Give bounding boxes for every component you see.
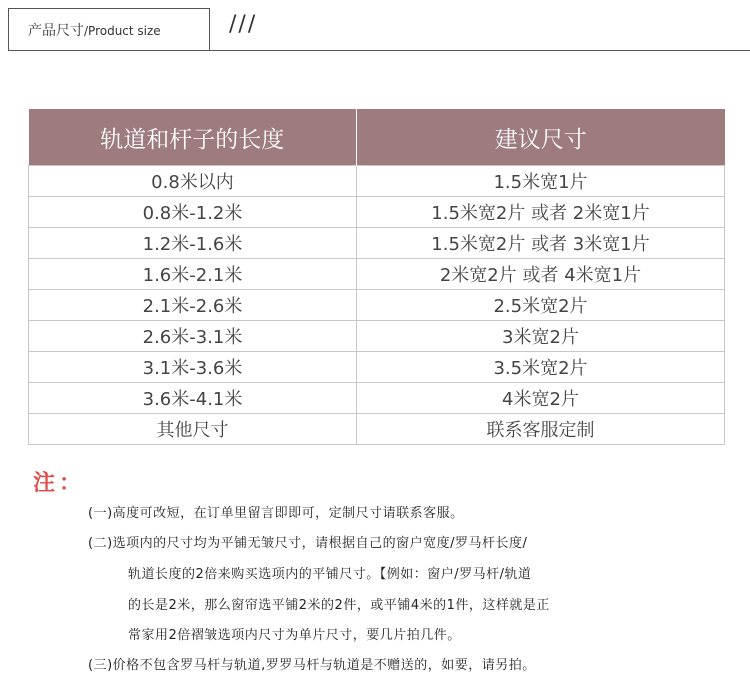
table-row	[29, 414, 725, 445]
section-title-en: /Product size	[84, 24, 161, 38]
table-header-row	[29, 109, 725, 166]
note-line-6: (三)价格不包含罗马杆与轨道,罗罗马杆与轨道是不赠送的，如要，请另拍。	[88, 658, 536, 673]
section-title	[28, 20, 161, 40]
table-row	[29, 321, 725, 352]
length-cell: 0.8米以内	[29, 166, 357, 197]
size-cell: 2.5米宽2片	[357, 290, 725, 321]
length-cell: 0.8米-1.2米	[29, 197, 357, 228]
decorative-slashes: ///	[229, 12, 258, 37]
notes-title: 注：	[33, 471, 86, 496]
size-cell: 4米宽2片	[357, 383, 725, 414]
size-cell: 1.5米宽2片 或者 3米宽1片	[357, 228, 725, 259]
header-suggested-size: 建议尺寸	[357, 109, 725, 166]
size-cell: 2米宽2片 或者 4米宽1片	[357, 259, 725, 290]
note-line-3: 轨道长度的2倍来购买选项内的平铺尺寸。【例如：窗户/罗马杆/轨道	[128, 567, 532, 582]
size-table	[28, 109, 725, 445]
table-row	[29, 259, 725, 290]
table-row	[29, 197, 725, 228]
note-line-5: 常家用2倍褶皱选项内尺寸为单片尺寸，要几片拍几件。	[128, 628, 461, 643]
header-divider	[8, 50, 750, 51]
length-cell: 2.6米-3.1米	[29, 321, 357, 352]
table-row	[29, 290, 725, 321]
table-row	[29, 383, 725, 414]
size-cell: 3米宽2片	[357, 321, 725, 352]
size-cell: 3.5米宽2片	[357, 352, 725, 383]
note-line-1: (一)高度可改短，在订单里留言即即可，定制尺寸请联系客服。	[88, 506, 464, 521]
table-row	[29, 352, 725, 383]
length-cell: 1.2米-1.6米	[29, 228, 357, 259]
header-track-length: 轨道和杆子的长度	[29, 109, 357, 166]
length-cell: 3.6米-4.1米	[29, 383, 357, 414]
table-row	[29, 228, 725, 259]
length-cell: 1.6米-2.1米	[29, 259, 357, 290]
table-row	[29, 166, 725, 197]
length-cell: 3.1米-3.6米	[29, 352, 357, 383]
note-line-2: (二)选项内的尺寸均为平铺无皱尺寸，请根据自己的窗户宽度/罗马杆长度/	[88, 536, 528, 551]
length-cell: 2.1米-2.6米	[29, 290, 357, 321]
size-cell: 1.5米宽1片	[357, 166, 725, 197]
length-cell: 其他尺寸	[29, 414, 357, 445]
note-line-4: 的长是2米，那么窗帘选平铺2米的2件，或平铺4米的1件，这样就是正	[128, 598, 550, 613]
size-cell: 1.5米宽2片 或者 2米宽1片	[357, 197, 725, 228]
section-title-cn: 产品尺寸	[28, 23, 84, 39]
size-cell: 联系客服定制	[357, 414, 725, 445]
